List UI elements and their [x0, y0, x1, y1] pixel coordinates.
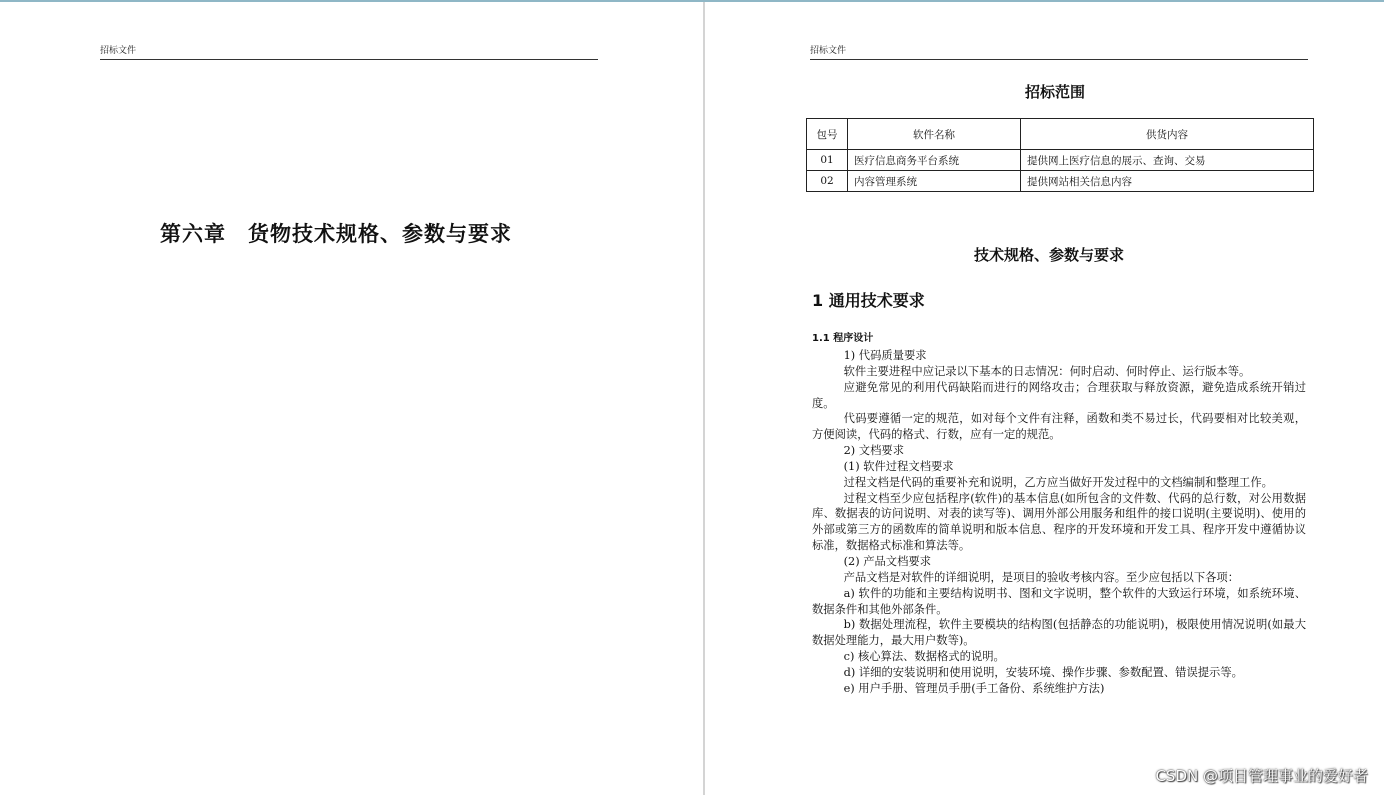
- paragraph: 产品文档是对软件的详细说明，是项目的验收考核内容。至少应包括以下各项：: [843, 570, 1240, 584]
- running-header: 招标文件: [810, 43, 1308, 60]
- right-page: [705, 2, 1384, 795]
- section-heading: 1 通用技术要求: [812, 291, 925, 310]
- scope-title: 招标范围: [1025, 83, 1086, 101]
- paragraph: 过程文档是代码的重要补充和说明，乙方应当做好开发过程中的文档编制和整理工作。: [843, 475, 1273, 489]
- table-cell: 02: [807, 171, 848, 192]
- table-row: [807, 171, 1314, 192]
- sub-heading: 1.1 程序设计: [812, 333, 874, 344]
- table-cell: 内容管理系统: [848, 171, 1021, 192]
- table-cell: 01: [807, 150, 848, 171]
- paragraph: (1) 软件过程文档要求: [843, 459, 954, 473]
- paragraph: 过程文档至少应包括程序(软件)的基本信息(如所包含的文件数、代码的总行数，对公用数据库、数据表的访问说明、对表的读写等)、调用外部公用服务和组件的接口说明(主要说明)、使用的外部或第三方的函数库的简单说明和版本信息、程序的开发环境和开发工具、程序开发中遵循协议标准，数据格式标准和算法等。: [812, 491, 1306, 553]
- table-cell: 医疗信息商务平台系统: [848, 150, 1021, 171]
- paragraph: e) 用户手册、管理员手册(手工备份、系统维护方法): [843, 681, 1105, 695]
- paragraph: 软件主要进程中应记录以下基本的日志情况：何时启动、何时停止、运行版本等。: [843, 364, 1251, 378]
- left-page: [0, 2, 703, 795]
- paragraph: c) 核心算法、数据格式的说明。: [843, 650, 1005, 664]
- table-cell: 提供网站相关信息内容: [1021, 171, 1314, 192]
- column-header: 软件名称: [848, 119, 1021, 150]
- paragraph: (2) 产品文档要求: [843, 554, 931, 568]
- paragraph: d) 详细的安装说明和使用说明，安装环境、操作步骤、参数配置、错误提示等。: [843, 665, 1243, 679]
- paragraph: 代码要遵循一定的规范，如对每个文件有注释，函数和类不易过长，代码要相对比较美观，方便阅读，代码的格式、行数，应有一定的规范。: [812, 412, 1306, 442]
- chapter-title: 第六章 货物技术规格、参数与要求: [160, 222, 512, 246]
- watermark: CSDN @项目管理事业的爱好者: [1155, 767, 1368, 785]
- table-cell: 提供网上医疗信息的展示、查询、交易: [1021, 150, 1314, 171]
- paragraph: b) 数据处理流程，软件主要模块的结构图(包括静态的功能说明)，极限使用情况说明(如最大数据处理能力，最大用户数等)。: [812, 618, 1306, 648]
- paragraph: 2) 文档要求: [843, 444, 904, 458]
- scope-table: [806, 118, 1314, 192]
- column-header: 包号: [807, 119, 848, 150]
- table-row: [807, 150, 1314, 171]
- paragraph: 1) 代码质量要求: [843, 349, 927, 362]
- table-header-row: [807, 119, 1314, 150]
- paragraph: 应避免常见的利用代码缺陷而进行的网络攻击；合理获取与释放资源，避免造成系统开销过度。: [812, 380, 1306, 410]
- paragraph: a) 软件的功能和主要结构说明书、图和文字说明，整个软件的大致运行环境，如系统环境、数据条件和其他外部条件。: [812, 586, 1306, 616]
- column-header: 供货内容: [1021, 119, 1314, 150]
- body-text: [812, 348, 1306, 697]
- running-header: 招标文件: [100, 43, 598, 60]
- spec-title: 技术规格、参数与要求: [974, 246, 1125, 264]
